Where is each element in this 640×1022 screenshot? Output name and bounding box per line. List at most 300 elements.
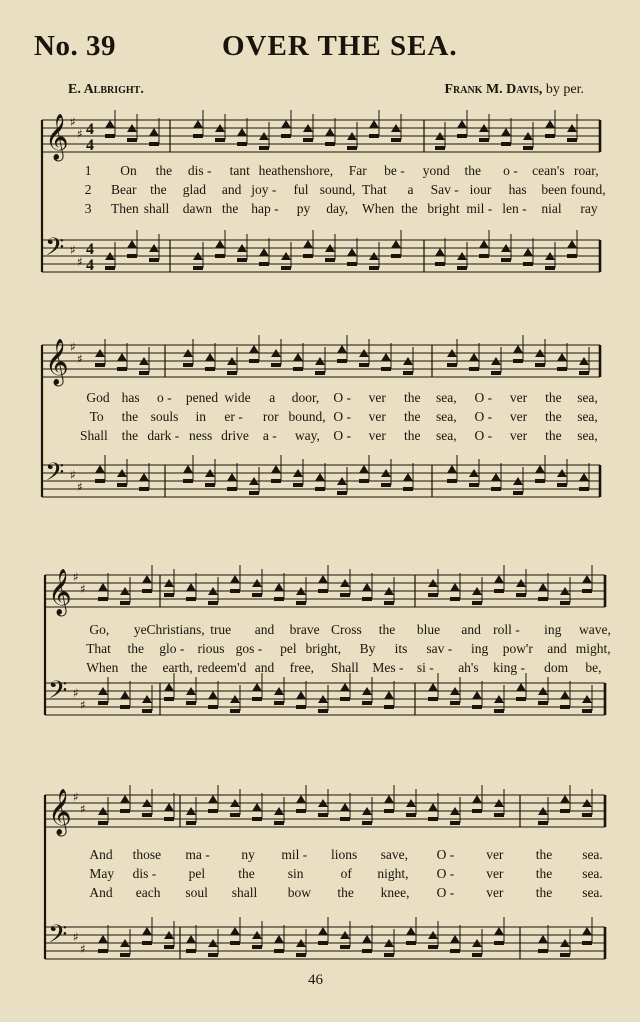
note-head: [117, 483, 127, 487]
note-head: [428, 945, 438, 949]
note-head: [274, 583, 284, 591]
lyric-syllable: o -: [156, 390, 172, 405]
note-head: [362, 583, 372, 591]
note-head: [535, 465, 545, 473]
note-head: [369, 266, 379, 270]
note-head: [303, 254, 313, 258]
lyric-syllable: a: [269, 390, 276, 405]
note-head: [164, 945, 174, 949]
lyric-syllable: Christians,: [146, 622, 205, 637]
sharp-icon: ♯: [73, 930, 79, 944]
lyric-syllable: each: [135, 885, 161, 900]
note-head: [208, 705, 218, 709]
note-head: [303, 138, 313, 142]
note-head: [205, 483, 215, 487]
lyric-syllable: O -: [474, 409, 493, 424]
note-head: [491, 473, 501, 481]
sharp-icon: ♯: [73, 686, 79, 700]
note-head: [560, 795, 570, 803]
note-head: [428, 697, 438, 701]
note-head: [337, 491, 347, 495]
lyric-syllable: sea,: [436, 409, 457, 424]
note-head: [183, 363, 193, 367]
note-head: [281, 134, 291, 138]
note-head: [230, 589, 240, 593]
note-head: [347, 262, 357, 266]
note-head: [205, 367, 215, 371]
lyric-syllable: the: [545, 409, 562, 424]
lyric-syllable: heathen: [258, 163, 301, 178]
lyric-syllable: earth,: [162, 660, 193, 675]
note-head: [325, 128, 335, 136]
lyric-syllable: ver: [486, 847, 504, 862]
lyricist-credit: E. Albright.: [68, 82, 144, 97]
note-head: [120, 691, 130, 699]
note-head: [472, 953, 482, 957]
lyric-syllable: roll -: [493, 622, 520, 637]
note-head: [384, 705, 394, 709]
note-head: [142, 941, 152, 945]
note-head: [450, 701, 460, 705]
lyric-syllable: sea.: [582, 885, 603, 900]
note-head: [447, 465, 457, 473]
sharp-icon: ♯: [80, 582, 86, 596]
lyric-syllable: mil -: [281, 847, 308, 862]
lyric-syllable: the: [127, 641, 145, 656]
note-head: [186, 935, 196, 943]
lyric-syllable: true: [210, 622, 232, 637]
note-head: [428, 683, 438, 691]
note-head: [347, 248, 357, 256]
note-head: [120, 705, 130, 709]
lyric-line: [0, 866, 640, 884]
note-head: [296, 795, 306, 803]
lyric-syllable: pel: [188, 866, 206, 881]
note-head: [274, 597, 284, 601]
note-head: [296, 953, 306, 957]
lyric-syllable: the: [337, 885, 354, 900]
note-head: [406, 927, 416, 935]
note-head: [296, 809, 306, 813]
note-head: [381, 483, 391, 487]
sharp-icon: ♯: [70, 468, 76, 482]
note-head: [164, 683, 174, 691]
lyric-syllable: ah's: [458, 660, 479, 675]
sharp-icon: ♯: [73, 570, 79, 584]
time-signature: 4: [86, 257, 94, 274]
lyric-syllable: bright: [427, 201, 460, 216]
lyric-syllable: has: [121, 390, 140, 405]
note-head: [359, 465, 369, 473]
note-head: [164, 803, 174, 811]
lyric-syllable: wide: [224, 390, 251, 405]
note-head: [318, 575, 328, 583]
note-head: [98, 935, 108, 943]
lyric-syllable: way,: [294, 428, 320, 443]
note-head: [479, 138, 489, 142]
note-head: [230, 813, 240, 817]
note-head: [303, 240, 313, 248]
note-head: [230, 709, 240, 713]
note-head: [252, 803, 262, 811]
note-head: [450, 597, 460, 601]
lyric-syllable: sound,: [319, 182, 356, 197]
note-head: [472, 705, 482, 709]
lyric-syllable: ray: [580, 201, 598, 216]
note-head: [98, 949, 108, 953]
lyric-syllable: er -: [224, 409, 243, 424]
lyric-syllable: the: [121, 428, 139, 443]
lyric-syllable: That: [86, 641, 111, 656]
lyric-syllable: ror: [262, 409, 279, 424]
note-head: [315, 371, 325, 375]
note-head: [479, 240, 489, 248]
lyric-syllable: Then: [111, 201, 139, 216]
note-head: [359, 479, 369, 483]
note-head: [384, 953, 394, 957]
sharp-icon: ♯: [73, 790, 79, 804]
lyric-syllable: door,: [291, 390, 320, 405]
note-head: [450, 583, 460, 591]
note-head: [535, 479, 545, 483]
note-head: [560, 953, 570, 957]
lyric-syllable: might,: [575, 641, 611, 656]
note-head: [98, 597, 108, 601]
lyric-syllable: dis -: [132, 866, 157, 881]
note-head: [186, 597, 196, 601]
lyric-syllable: God: [86, 390, 110, 405]
note-head: [259, 248, 269, 256]
lyric-syllable: soul: [185, 885, 208, 900]
note-head: [117, 367, 127, 371]
note-head: [193, 134, 203, 138]
lyric-syllable: And: [89, 885, 113, 900]
lyric-line: [0, 885, 640, 903]
lyric-syllable: ness: [189, 428, 213, 443]
lyric-syllable: a: [407, 182, 414, 197]
sharp-icon: ♯: [80, 698, 86, 712]
lyric-syllable: the: [378, 622, 396, 637]
note-head: [293, 353, 303, 361]
lyric-syllable: sav -: [426, 641, 453, 656]
note-head: [435, 248, 445, 256]
note-head: [215, 138, 225, 142]
lyric-syllable: hap -: [251, 201, 279, 216]
note-head: [384, 809, 394, 813]
note-head: [582, 927, 592, 935]
note-head: [579, 371, 589, 375]
lyric-syllable: cean's: [532, 163, 565, 178]
note-head: [391, 138, 401, 142]
lyric-syllable: sin: [287, 866, 304, 881]
lyric-syllable: 3: [84, 201, 92, 216]
lyric-syllable: tant: [229, 163, 250, 178]
note-head: [560, 705, 570, 709]
note-head: [318, 927, 328, 935]
lyric-syllable: the: [130, 660, 148, 675]
note-head: [139, 473, 149, 481]
note-head: [318, 589, 328, 593]
lyric-syllable: When: [86, 660, 119, 675]
lyric-line: [0, 622, 640, 640]
note-head: [183, 479, 193, 483]
lyric-syllable: shall: [143, 201, 170, 216]
note-head: [208, 601, 218, 605]
sharp-icon: ♯: [80, 942, 86, 956]
note-head: [428, 817, 438, 821]
note-head: [384, 601, 394, 605]
note-head: [105, 134, 115, 138]
note-head: [472, 809, 482, 813]
lyric-syllable: pel: [280, 641, 297, 656]
note-head: [186, 701, 196, 705]
note-head: [516, 683, 526, 691]
note-head: [538, 597, 548, 601]
note-head: [582, 813, 592, 817]
lyric-syllable: knee,: [380, 885, 410, 900]
note-head: [296, 691, 306, 699]
note-head: [579, 487, 589, 491]
lyric-syllable: in: [195, 409, 206, 424]
note-head: [516, 697, 526, 701]
note-head: [406, 941, 416, 945]
bass-clef-icon: 𝄢: [45, 458, 65, 493]
lyric-line: [0, 182, 640, 200]
lyric-syllable: glad: [182, 182, 207, 197]
note-head: [208, 691, 218, 699]
note-head: [557, 367, 567, 371]
lyric-syllable: bow: [287, 885, 312, 900]
note-head: [538, 583, 548, 591]
note-head: [538, 701, 548, 705]
lyric-syllable: a -: [262, 428, 277, 443]
note-head: [369, 134, 379, 138]
lyric-syllable: the: [401, 201, 418, 216]
lyric-syllable: O -: [436, 847, 455, 862]
lyric-syllable: and: [221, 182, 242, 197]
note-head: [494, 709, 504, 713]
note-head: [472, 691, 482, 699]
note-head: [545, 134, 555, 138]
note-head: [450, 935, 460, 943]
note-head: [164, 593, 174, 597]
note-head: [523, 248, 533, 256]
time-signature: 4: [86, 121, 94, 138]
note-head: [252, 697, 262, 701]
lyric-syllable: those: [132, 847, 162, 862]
note-head: [491, 487, 501, 491]
note-head: [249, 359, 259, 363]
note-head: [183, 465, 193, 473]
lyric-syllable: Far: [348, 163, 367, 178]
lyric-syllable: ver: [368, 409, 386, 424]
lyric-syllable: nial: [541, 201, 562, 216]
note-head: [381, 353, 391, 361]
lyric-syllable: ver: [368, 390, 386, 405]
note-head: [494, 575, 504, 583]
note-head: [230, 927, 240, 935]
lyric-syllable: ver: [509, 390, 528, 405]
note-head: [127, 138, 137, 142]
note-head: [545, 120, 555, 128]
lyric-syllable: shore,: [300, 163, 334, 178]
treble-clef-icon: 𝄞: [45, 114, 69, 160]
lyric-syllable: py: [296, 201, 311, 216]
lyric-syllable: By: [359, 641, 376, 656]
note-head: [337, 345, 347, 353]
note-head: [469, 367, 479, 371]
note-head: [582, 941, 592, 945]
note-head: [538, 949, 548, 953]
note-head: [523, 262, 533, 266]
note-head: [523, 146, 533, 150]
note-head: [296, 705, 306, 709]
note-head: [501, 142, 511, 146]
note-head: [513, 491, 523, 495]
note-head: [142, 927, 152, 935]
note-head: [142, 589, 152, 593]
sharp-icon: ♯: [80, 802, 86, 816]
note-head: [545, 266, 555, 270]
lyric-syllable: drive: [221, 428, 249, 443]
note-head: [491, 371, 501, 375]
lyric-syllable: 2: [84, 182, 92, 197]
note-head: [582, 589, 592, 593]
note-head: [227, 473, 237, 481]
note-head: [447, 479, 457, 483]
note-head: [193, 266, 203, 270]
note-head: [513, 345, 523, 353]
note-head: [230, 941, 240, 945]
sharp-icon: ♯: [70, 115, 76, 129]
note-head: [567, 138, 577, 142]
lyric-syllable: brave: [289, 622, 320, 637]
lyric-syllable: O -: [436, 866, 455, 881]
bass-clef-icon: 𝄢: [45, 233, 65, 268]
lyric-line: [0, 641, 640, 659]
note-head: [567, 254, 577, 258]
note-head: [164, 697, 174, 701]
note-head: [340, 803, 350, 811]
bass-clef-icon: 𝄢: [48, 676, 68, 711]
note-head: [325, 142, 335, 146]
lyric-syllable: the: [535, 847, 553, 862]
note-head: [237, 142, 247, 146]
lyric-syllable: sea.: [582, 847, 603, 862]
lyric-syllable: ver: [509, 409, 528, 424]
hymn-title: OVER THE SEA.: [222, 30, 458, 62]
lyric-line: [0, 847, 640, 865]
note-head: [274, 935, 284, 943]
note-head: [142, 813, 152, 817]
note-head: [95, 479, 105, 483]
lyric-syllable: When: [362, 201, 395, 216]
note-head: [249, 491, 259, 495]
lyric-syllable: si -: [416, 660, 434, 675]
note-head: [117, 353, 127, 361]
note-head: [428, 593, 438, 597]
note-head: [139, 487, 149, 491]
note-head: [494, 589, 504, 593]
note-head: [479, 254, 489, 258]
lyric-syllable: gos -: [235, 641, 263, 656]
lyric-syllable: the: [403, 409, 421, 424]
lyric-syllable: night,: [377, 866, 409, 881]
note-head: [186, 949, 196, 953]
note-head: [337, 359, 347, 363]
note-head: [384, 795, 394, 803]
lyric-syllable: ny: [241, 847, 255, 862]
lyric-syllable: sea,: [577, 409, 598, 424]
note-head: [381, 367, 391, 371]
note-head: [139, 371, 149, 375]
note-head: [403, 473, 413, 481]
lyric-syllable: ye: [133, 622, 147, 637]
lyric-syllable: May: [89, 866, 115, 881]
treble-clef-icon: 𝄞: [48, 569, 72, 615]
note-head: [359, 363, 369, 367]
note-head: [560, 809, 570, 813]
note-head: [560, 601, 570, 605]
note-head: [340, 945, 350, 949]
lyric-syllable: dom: [544, 660, 569, 675]
note-head: [457, 266, 467, 270]
lyric-syllable: and: [254, 660, 275, 675]
bass-clef-icon: 𝄢: [48, 920, 68, 955]
note-head: [494, 813, 504, 817]
lyric-syllable: of: [340, 866, 352, 881]
lyric-syllable: the: [464, 163, 482, 178]
lyric-syllable: pened: [185, 390, 219, 405]
lyric-syllable: shall: [231, 885, 258, 900]
note-head: [435, 146, 445, 150]
lyric-syllable: joy -: [251, 182, 277, 197]
lyric-syllable: Mes -: [372, 660, 404, 675]
lyric-syllable: sea,: [436, 428, 457, 443]
lyric-syllable: 1: [84, 163, 92, 178]
note-head: [252, 683, 262, 691]
note-head: [249, 345, 259, 353]
note-head: [227, 371, 237, 375]
note-head: [215, 254, 225, 258]
lyric-syllable: Cross: [331, 622, 362, 637]
note-head: [98, 701, 108, 705]
lyric-syllable: That: [362, 182, 387, 197]
note-head: [472, 601, 482, 605]
lyric-syllable: the: [238, 866, 255, 881]
note-head: [149, 258, 159, 262]
lyric-syllable: has: [508, 182, 527, 197]
time-signature: 4: [86, 241, 94, 258]
lyric-syllable: found,: [570, 182, 606, 197]
note-head: [340, 683, 350, 691]
lyric-line: [0, 660, 640, 678]
note-head: [127, 240, 137, 248]
lyric-syllable: O -: [436, 885, 455, 900]
sharp-icon: ♯: [70, 243, 76, 257]
lyric-syllable: To: [89, 409, 104, 424]
note-head: [98, 583, 108, 591]
note-head: [315, 487, 325, 491]
sharp-icon: ♯: [77, 480, 83, 494]
lyric-syllable: the: [150, 182, 167, 197]
note-head: [208, 795, 218, 803]
lyric-syllable: Go,: [89, 622, 110, 637]
lyric-syllable: O -: [333, 409, 352, 424]
note-head: [538, 821, 548, 825]
note-head: [340, 697, 350, 701]
note-head: [362, 821, 372, 825]
